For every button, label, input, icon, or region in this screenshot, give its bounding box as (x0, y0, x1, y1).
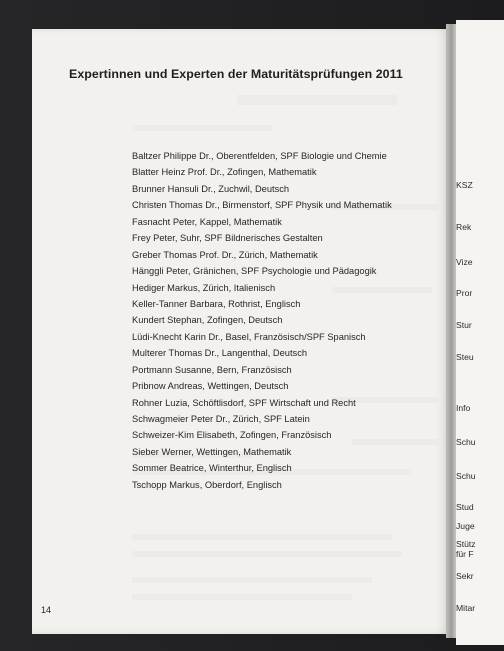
list-item: Pribnow Andreas, Wettingen, Deutsch (132, 381, 289, 392)
facing-page-fragment: Sekr (456, 571, 474, 581)
list-item: Christen Thomas Dr., Birmenstorf, SPF Physik und Mathematik (132, 200, 392, 211)
page-number: 14 (41, 605, 52, 615)
list-item: Sieber Werner, Wettingen, Mathematik (132, 446, 292, 457)
facing-page-fragment: für F (456, 549, 474, 559)
bleed-through-mark (132, 551, 402, 557)
bleed-through-mark (132, 534, 392, 540)
list-item: Multerer Thomas Dr., Langenthal, Deutsch (132, 348, 308, 359)
right-page (456, 20, 504, 645)
list-item: Hediger Markus, Zürich, Italienisch (132, 282, 276, 293)
facing-page-fragment: Stud (456, 502, 474, 512)
list-item: Keller-Tanner Barbara, Rothrist, Englisch (132, 298, 301, 309)
bleed-through-mark (132, 125, 272, 131)
list-item: Rohner Luzia, Schöftlisdorf, SPF Wirtschaft und Recht (132, 397, 356, 408)
bleed-through-mark (132, 577, 372, 583)
facing-page-fragment: Stütz (456, 539, 476, 549)
facing-page-fragment: Steu (456, 352, 474, 362)
bleed-through-mark (132, 594, 352, 600)
list-item: Portmann Susanne, Bern, Französisch (132, 364, 292, 375)
facing-page-fragment: Juge (456, 521, 475, 531)
facing-page-fragment: KSZ (456, 180, 473, 190)
list-item: Schweizer-Kim Elisabeth, Zofingen, Französisch (132, 430, 332, 441)
facing-page-fragment: Mitar (456, 603, 476, 613)
list-item: Schwagmeier Peter Dr., Zürich, SPF Latein (132, 414, 310, 424)
list-item: Greber Thomas Prof. Dr., Zürich, Mathematik (132, 249, 318, 260)
list-item: Tschopp Markus, Oberdorf, Englisch (132, 479, 282, 490)
list-item: Baltzer Philippe Dr., Oberentfelden, SPF Biologie und Chemie (132, 151, 387, 161)
facing-page-fragment: Pror (456, 288, 473, 298)
list-item: Fasnacht Peter, Kappel, Mathematik (132, 216, 282, 227)
facing-page-fragment: Schu (456, 437, 476, 447)
list-item: Lüdi-Knecht Karin Dr., Basel, Französisch/SPF Spanisch (132, 331, 366, 342)
bleed-through-mark (237, 95, 397, 105)
list-item: Frey Peter, Suhr, SPF Bildnerisches Gestalten (132, 233, 323, 244)
list-item: Hänggli Peter, Gränichen, SPF Psychologie und Pädagogik (132, 266, 377, 277)
facing-page-fragment: Vize (456, 257, 473, 267)
expert-list (132, 148, 392, 493)
list-item: Kundert Stephan, Zofingen, Deutsch (132, 315, 283, 326)
facing-page-fragment: Info (456, 403, 471, 413)
list-item: Brunner Hansuli Dr., Zuchwil, Deutsch (132, 183, 290, 194)
facing-page-fragment: Rek (456, 222, 472, 232)
facing-page-fragment: Stur (456, 320, 472, 330)
list-item: Blatter Heinz Prof. Dr., Zofingen, Mathematik (132, 167, 317, 178)
left-page (32, 29, 452, 634)
page-title: Expertinnen und Experten der Maturitätsprüfungen 2011 (69, 67, 403, 81)
list-item: Sommer Beatrice, Winterthur, Englisch (132, 463, 292, 474)
facing-page-fragment: Schu (456, 471, 476, 481)
